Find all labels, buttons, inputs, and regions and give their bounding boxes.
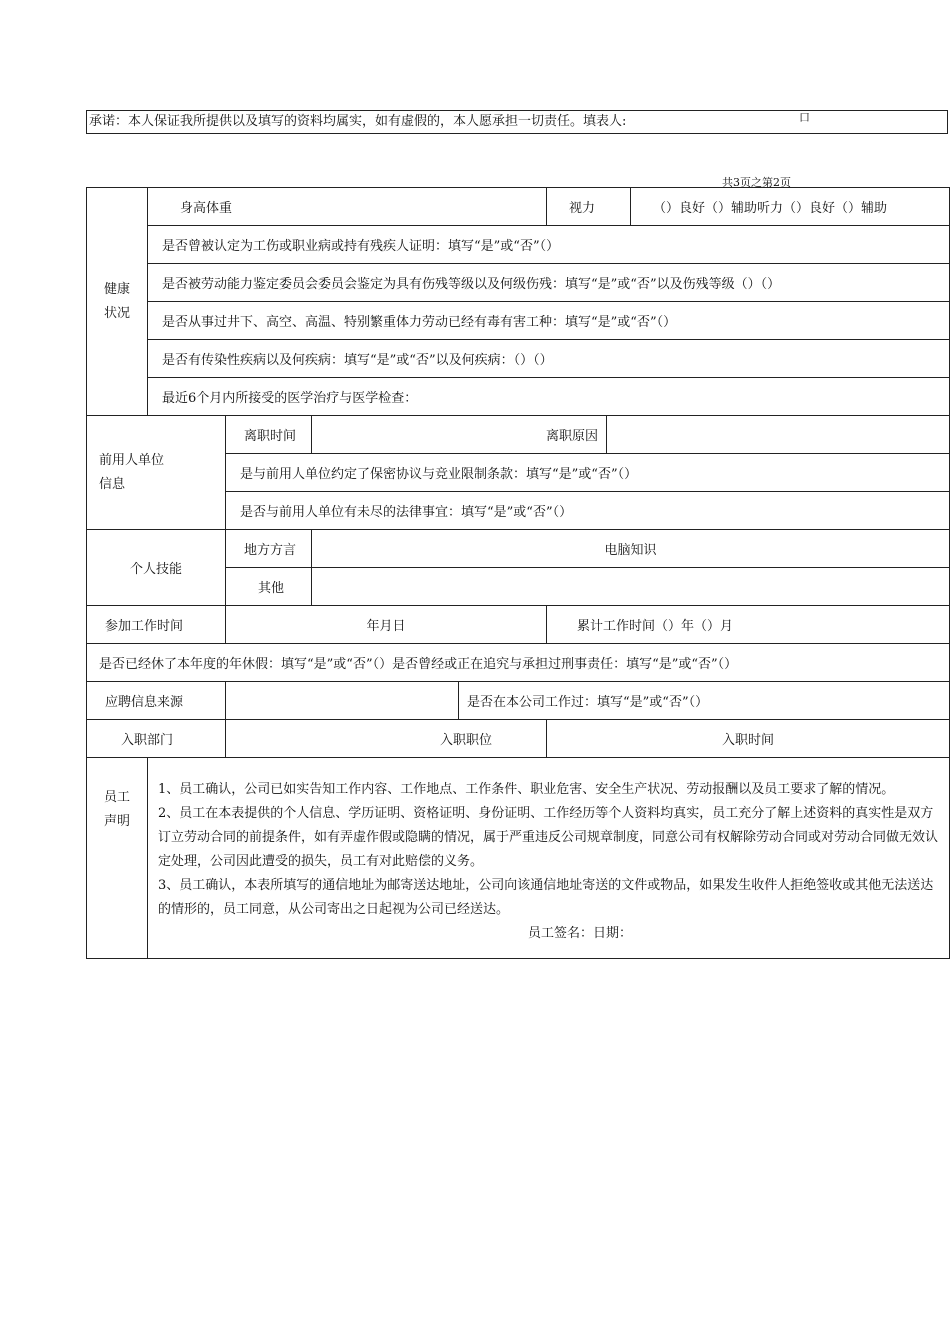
page-number: 共3页之第2页 [722,176,791,189]
health-row-3 [87,264,950,302]
onboard-time-label: 入职时间 [547,720,950,758]
worked-here-question: 是否在本公司工作过：填写“是”或“否”（） [459,682,950,720]
onboard-row [87,720,950,758]
declaration-label-line1: 员工 [103,790,130,805]
source-row [87,682,950,720]
onboard-position-label: 入职职位 [226,720,547,758]
health-section-label [87,188,148,416]
health-question-4: 是否有传染性疾病以及何疾病：填写“是”或“否”以及何疾病：（）（） [148,340,950,378]
prev-employer-question-2: 是否与前用人单位有未尽的法律事宜：填写“是”或“否”（） [226,492,950,530]
signature-date-line: 员工签名：日期： [528,926,633,941]
health-question-5: 最近6个月内所接受的医学治疗与医学检查： [148,378,950,416]
prev-employer-label-line1: 前用人单位 [99,452,165,468]
prev-employer-section-label [87,416,226,530]
work-time-row [87,606,950,644]
other-skills-value[interactable] [312,568,950,606]
pledge-box [86,110,948,134]
health-row-6 [87,378,950,416]
health-row-2 [87,226,950,264]
health-question-1: 是否曾被认定为工伤或职业病或持有残疾人证明：填写“是”或“否”（） [148,226,950,264]
total-work-time: 累计工作时间（）年（）月 [547,606,950,644]
health-row-1 [87,188,950,226]
vision-label: 视力 [547,188,631,226]
leave-criminal-question: 是否已经休了本年度的年休假：填写“是”或“否”（）是否曾经或正在追究与承担过刑事责任：填写“是”或“否”（） [87,644,950,682]
declaration-clause-1: 1、员工确认，公司已如实告知工作内容、工作地点、工作条件、职业危害、安全生产状况、劳动报酬以及员工要求了解的情况。 [158,782,895,797]
work-start-label: 参加工作时间 [87,606,226,644]
prev-employer-question-1: 是与前用人单位约定了保密协议与竞业限制条款：填写“是”或“否”（） [226,454,950,492]
recruit-source-value[interactable] [226,682,459,720]
pledge-text: 承诺：本人保证我所提供以及填写的资料均属实，如有虚假的，本人愿承担一切责任。填表人: [89,114,627,129]
declaration-section-label [87,758,148,959]
health-row-4 [87,302,950,340]
health-question-3: 是否从事过井下、高空、高温、特别繁重体力劳动已经有毒有害工种：填写“是”或“否”（） [148,302,950,340]
recruit-source-label: 应聘信息来源 [87,682,226,720]
declaration-clause-2: 2、员工在本表提供的个人信息、学历证明、资格证明、身份证明、工作经历等个人资料均真实，员工充分了解上述资料的真实性是双方订立劳动合同的前提条件，如有弄虚作假或隐瞒的情况，属于严重违反公司规章制度，同意公司有权解除劳动合同或对劳动合同做无效认定处理，公司因此遭受的损失，员工有对此赔偿的义务。 [158,806,939,869]
work-start-value: 年月日 [226,606,547,644]
height-weight-label: 身高体重 [148,188,547,226]
health-label-line2: 状况 [103,305,130,321]
health-label-line1: 健康 [103,281,130,297]
health-row-5 [87,340,950,378]
checkbox-glyph: 口 [799,111,810,124]
leave-time-label: 离职时间 [226,416,312,454]
declaration-body [148,758,950,959]
prev-employer-label-line2: 信息 [99,476,126,492]
employee-form-table [86,187,950,959]
health-question-2: 是否被劳动能力鉴定委员会委员会鉴定为具有伤残等级以及何级伤残：填写“是”或“否”以及伤残等级（）（） [148,264,950,302]
leave-reason-value[interactable] [607,416,950,454]
dialect-label: 地方方言 [226,530,312,568]
declaration-label-line2: 声明 [103,814,130,829]
vision-options: （）良好（）辅助听力（）良好（）辅助 [631,188,950,226]
prev-employer-row-1 [87,416,950,454]
other-skills-label: 其他 [226,568,312,606]
leave-reason-label: 离职原因 [312,416,607,454]
onboard-dept-label: 入职部门 [87,720,226,758]
skills-row-1 [87,530,950,568]
declaration-row [87,758,950,959]
declaration-clause-3: 3、员工确认，本表所填写的通信地址为邮寄送达地址，公司向该通信地址寄送的文件或物品，如果发生收件人拒绝签收或其他无法送达的情形的，员工同意，从公司寄出之日起视为公司已经送达。 [158,878,934,917]
computer-knowledge-label: 电脑知识 [312,530,950,568]
skills-section-label: 个人技能 [87,530,226,606]
leave-question-row [87,644,950,682]
